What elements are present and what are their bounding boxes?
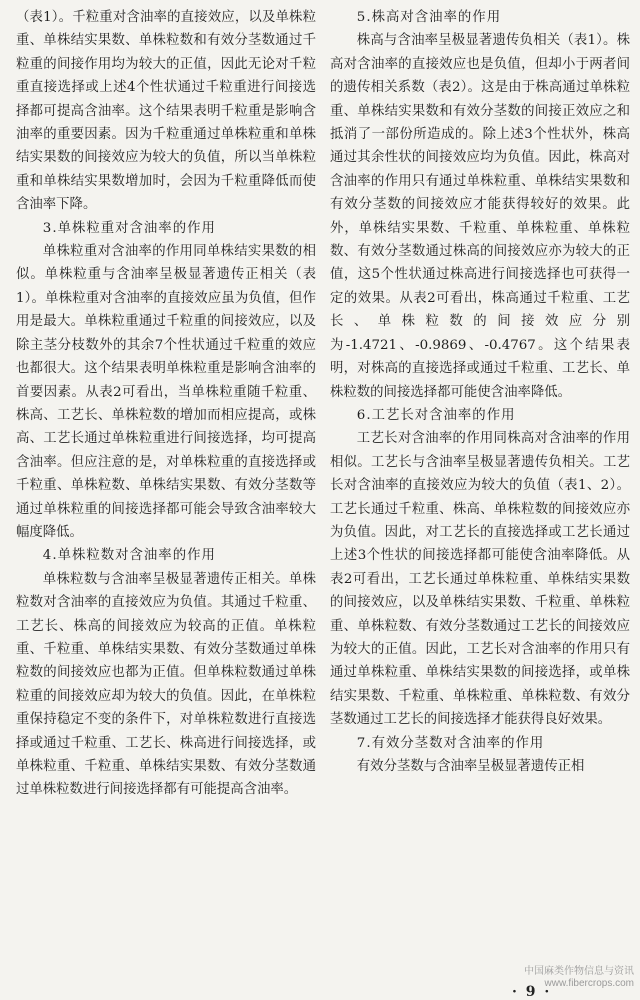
paragraph: （表1）。千粒重对含油率的直接效应，以及单株粒重、单株结实果数、单株粒数和有效分茎数通过千粒重的间接作用均为较大的正值，因此无论对千粒重直接选择或上述4个性状通过千粒重进行间接选择都可提高含油率。这个结果表明千粒重是影响含油率的重要因素。因为千粒重通过单株粒重和单株结实果数的间接效应为较大的负值，所以当单株粒重和单株结实果数增加时，会因为千粒重降低而使含油率下降。 (16, 10, 316, 213)
watermark-url: www.fibercrops.com (544, 978, 634, 989)
paragraph: 单株粒重对含油率的作用同单株结实果数的相似。单株粒重与含油率呈极显著遗传正相关（表1）。单株粒重对含油率的直接效应虽为负值，但作用是最大。单株粒重通过千粒重的间接效应，以及除主茎分枝数外的其余7个性状通过千粒重的效应也都很大。这个结果表明单株粒重是影响含油率的首要因素。从表2可看出，当单株粒重随千粒重、株高、工艺长、单株粒数的增加而相应提高，或株高、工艺长通过单株粒重进行间接选择，均可提高含油率。但应注意的是，对单株粒重的直接选择或千粒重、单株粒数、单株结实果数、有效分茎数等通过单株粒重的间接选择都可能会导致含油率较大幅度降低。 (16, 244, 316, 540)
watermark-title: 中国麻类作物信息与资讯 (524, 966, 634, 977)
paragraph: 株高与含油率呈极显著遗传负相关（表1）。株高对含油率的直接效应也是负值，但却小于两者间的遗传相关系数（表2）。这是由于株高通过单株粒重、单株结实果数和有效分茎数的间接正效应之和抵消了一部份所造成的。除上述3个性状外，株高通过其余性状的间接效应均为负值。因此，株高对含油率的作用只有通过单株粒重、单株结实果数和有效分茎数的间接效应才能获得较好的效果。此外，单株结实果数、千粒重、单株粒重、单株粒数、有效分茎数通过株高的间接效应亦为较大的正值，这5个性状通过株高进行间接选择也可获得一定的效果。从表2可看出，株高通过千粒重、工艺长、单株粒数的间接效应分别为-1.4721、-0.9869、-0.4767。这个结果表明，对株高的直接选择或通过千粒重、工艺长、单株粒数的间接选择都可能使含油率降低。 (330, 33, 630, 400)
right-column (330, 6, 630, 778)
left-column (16, 6, 316, 802)
section-heading: 3.单株粒重对含油率的作用 (42, 220, 216, 236)
paragraph: 单株粒数与含油率呈极显著遗传正相关。单株粒数对含油率的直接效应为负值。其通过千粒重、工艺长、株高的间接效应为较高的正值。单株粒重、千粒重、单株结实果数、有效分茎数通过单株粒数的间接效应也都为正值。但单株粒数通过单株粒重的间接效应却为较大的负值。因此，在单株粒重保持稳定不变的条件下，对单株粒数进行直接选择或通过千粒重、工艺长、株高进行间接选择，或单株粒重、千粒重、单株结实果数、有效分茎数通过单株粒数进行间接选择都有可能提高含油率。 (16, 571, 316, 798)
page-number: · 9 · (512, 984, 552, 1000)
paragraph: 工艺长对含油率的作用同株高对含油率的作用相似。工艺长与含油率呈极显著遗传负相关。工艺长对含油率的直接效应为较大的负值（表1、2）。工艺长通过千粒重、株高、单株粒数的间接效应亦为负值。因此，对工艺长的直接选择或工艺长通过上述3个性状的间接选择都可能使含油率降低。从表2可看出，工艺长通过单株粒重、单株结实果数的间接效应，以及单株结实果数、千粒重、单株粒重、单株粒数、有效分茎数通过工艺长的间接效应为较大的正值。因此，工艺长对含油率的作用只有通过单株粒重、单株结实果数的间接选择，或单株结实果数、千粒重、单株粒重、单株粒数、有效分茎数通过工艺长的间接选择才能获得良好效果。 (330, 431, 630, 728)
section-heading: 7.有效分茎数对含油率的作用 (356, 735, 545, 751)
site-watermark (524, 966, 634, 990)
paragraph: 有效分茎数与含油率呈极显著遗传正相 (356, 759, 585, 774)
section-heading: 6.工艺长对含油率的作用 (356, 407, 516, 423)
section-heading: 4.单株粒数对含油率的作用 (42, 548, 216, 564)
section-heading: 5.株高对含油率的作用 (356, 10, 502, 25)
